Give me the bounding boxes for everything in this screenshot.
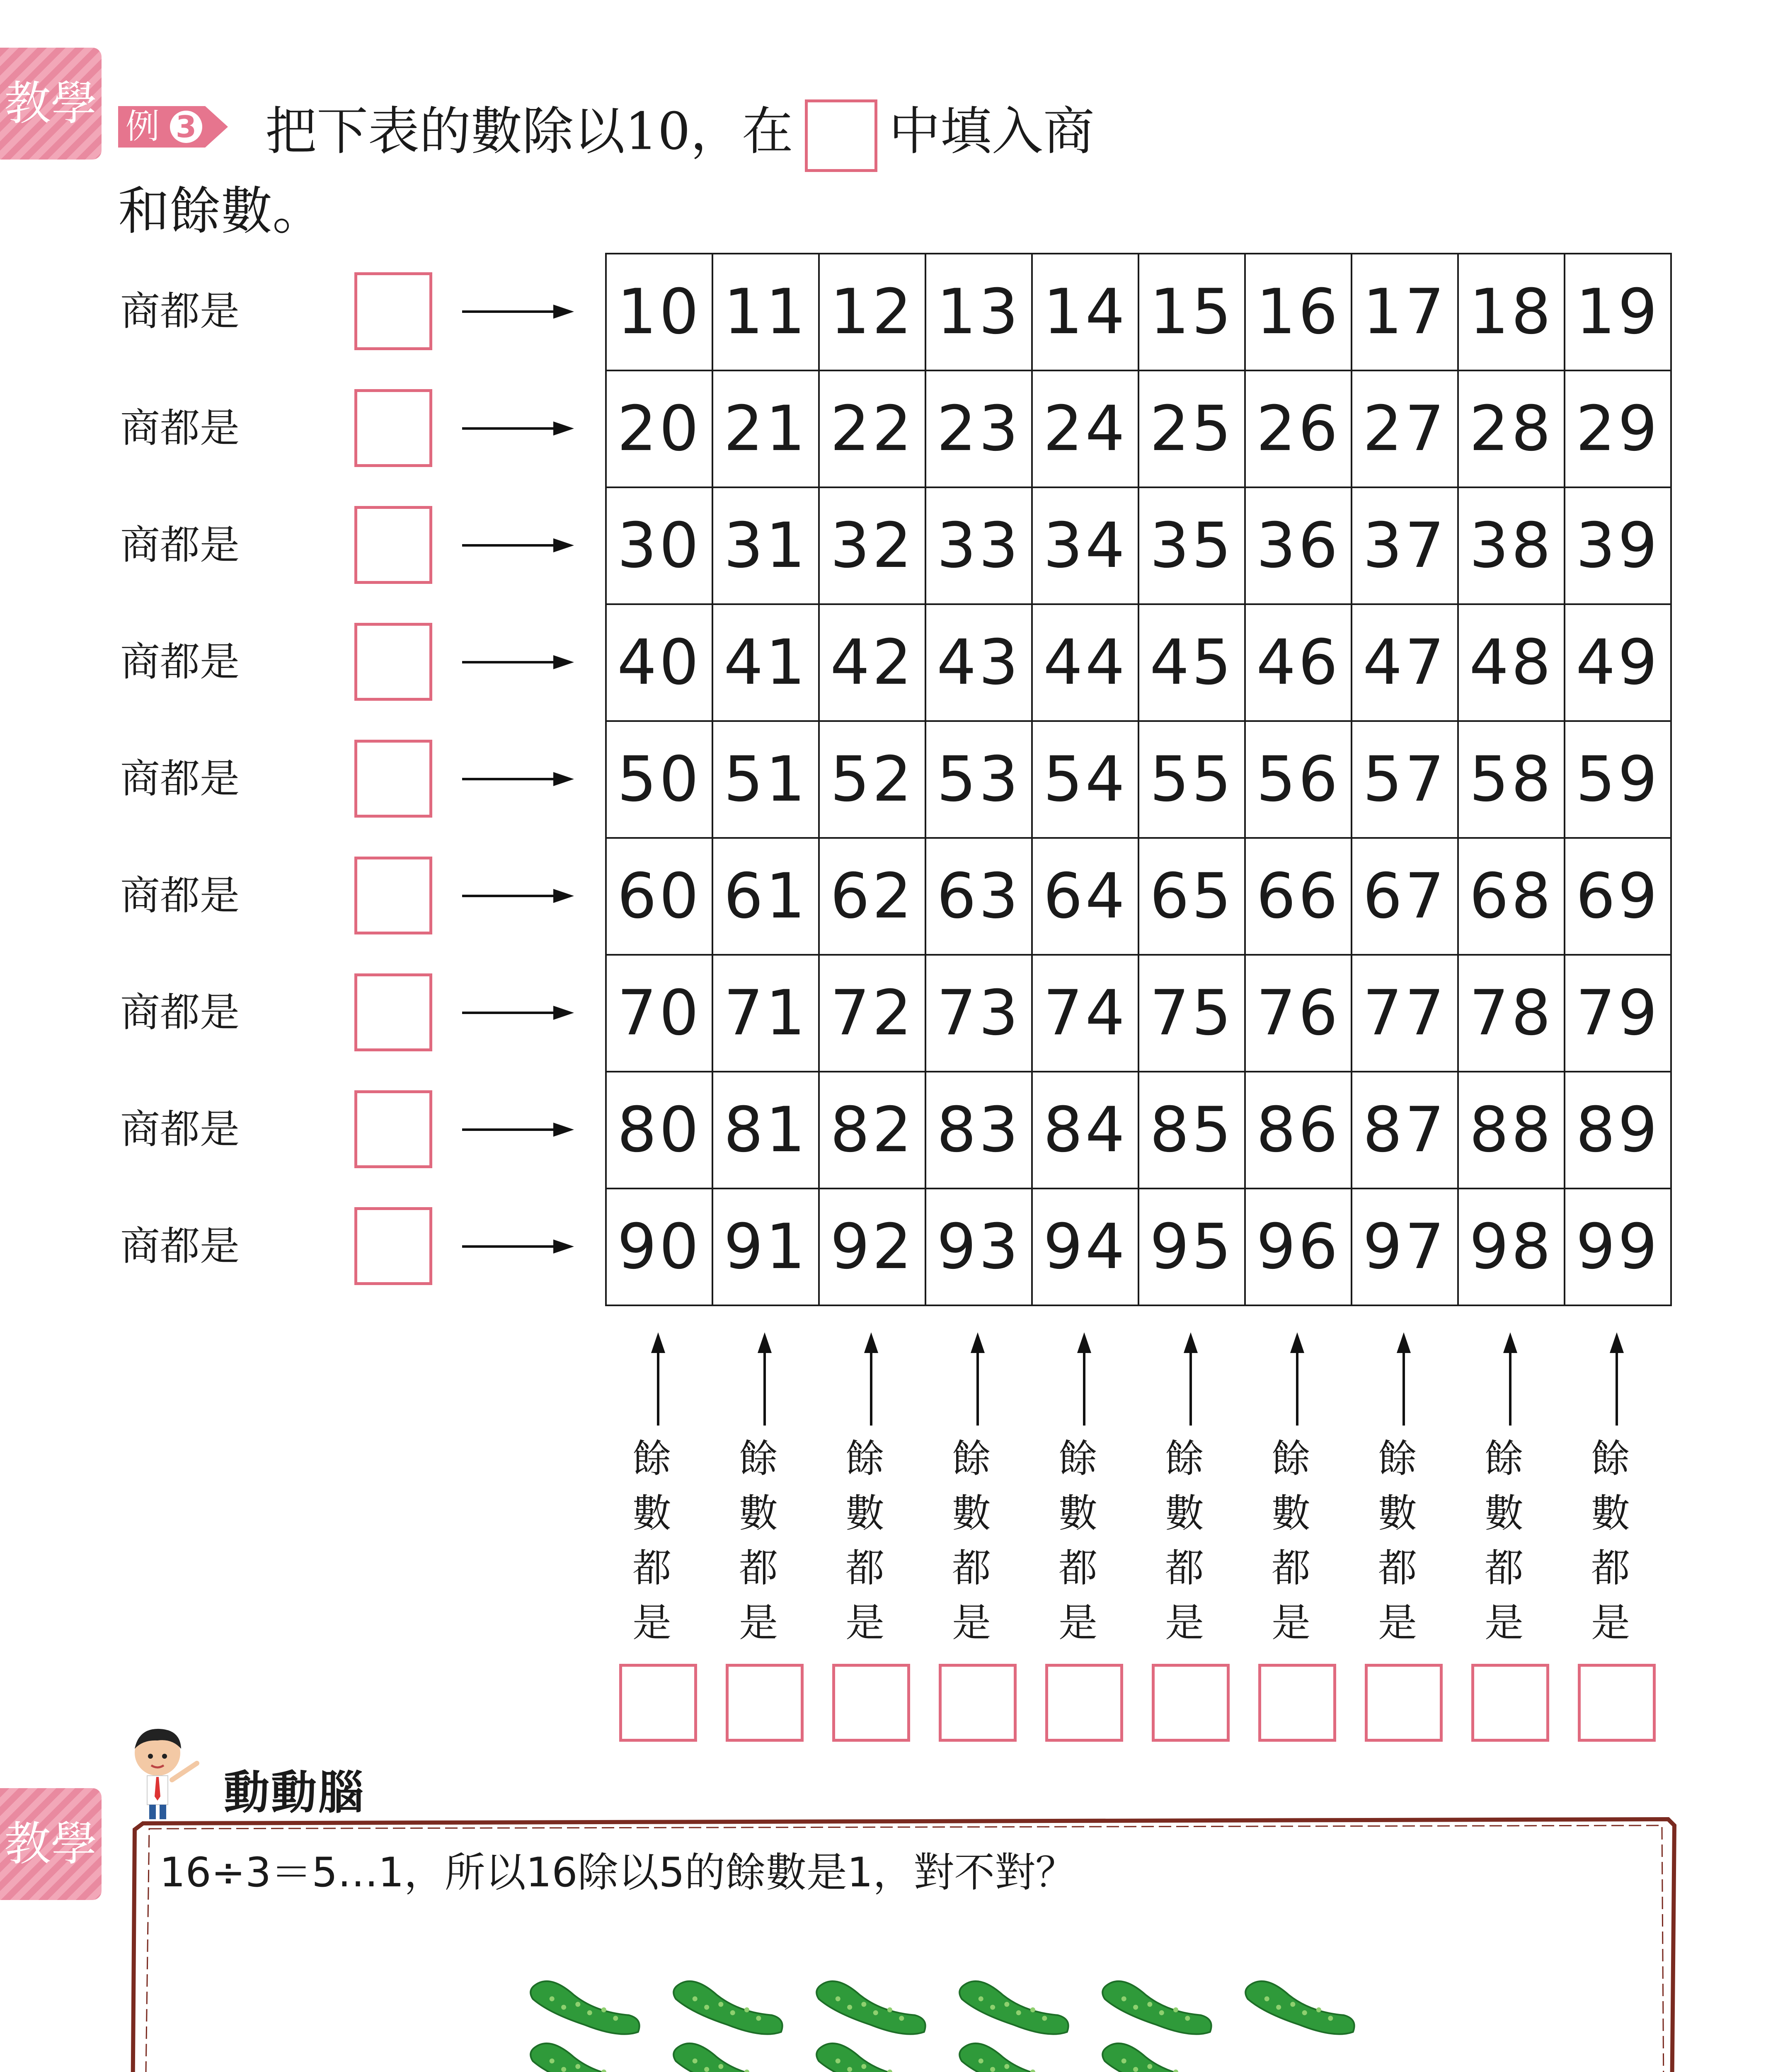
cucumber-icon: [526, 2040, 644, 2072]
table-cell: 48: [1458, 604, 1565, 721]
example-badge: [118, 103, 228, 150]
table-cell: 90: [606, 1188, 712, 1305]
table-cell: 63: [925, 838, 1032, 955]
table-cell: 44: [1032, 604, 1138, 721]
table-row: [606, 721, 1671, 838]
right-arrow-icon: [462, 893, 574, 898]
cucumber-icon: [954, 1978, 1073, 2038]
table-cell: 35: [1138, 487, 1245, 604]
remainder-label-char: 餘: [739, 1436, 778, 1481]
table-cell: 31: [712, 487, 819, 604]
table-cell: 67: [1352, 838, 1458, 955]
quotient-answer-box[interactable]: [354, 506, 432, 584]
remainder-label: [1378, 1432, 1448, 1651]
table-cell: 27: [1352, 370, 1458, 487]
remainder-label-char: 都: [1378, 1546, 1417, 1591]
table-cell: 36: [1245, 487, 1352, 604]
remainder-answer-box[interactable]: [1471, 1664, 1549, 1742]
remainder-label: [1165, 1432, 1235, 1651]
table-cell: 38: [1458, 487, 1565, 604]
remainder-label-char: 都: [1591, 1546, 1630, 1591]
remainder-label: [845, 1432, 916, 1651]
up-arrow-icon: [1076, 1332, 1092, 1426]
quotient-label: 商都是: [120, 522, 240, 568]
table-cell: 86: [1245, 1072, 1352, 1188]
table-row: [606, 370, 1671, 487]
table-row: [606, 955, 1671, 1072]
remainder-label-char: 是: [739, 1600, 778, 1646]
table-cell: 80: [606, 1072, 712, 1188]
table-cell: 51: [712, 721, 819, 838]
table-cell: 68: [1458, 838, 1565, 955]
remainder-label: [1591, 1432, 1662, 1651]
remainder-label-char: 餘: [1591, 1436, 1630, 1481]
table-cell: 29: [1565, 370, 1671, 487]
table-cell: 66: [1245, 838, 1352, 955]
remainder-answer-box[interactable]: [726, 1664, 804, 1742]
table-cell: 22: [819, 370, 925, 487]
table-cell: 88: [1458, 1072, 1565, 1188]
table-cell: 72: [819, 955, 925, 1072]
table-cell: 93: [925, 1188, 1032, 1305]
quotient-label: 商都是: [120, 872, 240, 919]
table-cell: 34: [1032, 487, 1138, 604]
table-cell: 50: [606, 721, 712, 838]
table-row: [606, 1188, 1671, 1305]
table-cell: 19: [1565, 254, 1671, 370]
quotient-answer-box[interactable]: [354, 740, 432, 818]
remainder-label-char: 數: [1272, 1491, 1311, 1536]
table-cell: 84: [1032, 1072, 1138, 1188]
table-cell: 32: [819, 487, 925, 604]
table-cell: 61: [712, 838, 819, 955]
cucumber-group: [514, 1964, 1359, 2072]
table-cell: 40: [606, 604, 712, 721]
table-cell: 73: [925, 955, 1032, 1072]
table-cell: 49: [1565, 604, 1671, 721]
table-row: [606, 604, 1671, 721]
table-cell: 76: [1245, 955, 1352, 1072]
table-cell: 23: [925, 370, 1032, 487]
remainder-label-char: 都: [1165, 1546, 1204, 1591]
table-cell: 54: [1032, 721, 1138, 838]
table-cell: 41: [712, 604, 819, 721]
cucumber-icon: [954, 2040, 1073, 2072]
remainder-label-char: 數: [1485, 1491, 1524, 1536]
remainder-label-char: 數: [1165, 1491, 1204, 1536]
remainder-answer-box[interactable]: [939, 1664, 1017, 1742]
table-cell: 56: [1245, 721, 1352, 838]
table-cell: 74: [1032, 955, 1138, 1072]
table-cell: 17: [1352, 254, 1458, 370]
example-instruction-line-1: 把下表的數除以10，在 中填入商: [265, 99, 1095, 172]
table-cell: 64: [1032, 838, 1138, 955]
remainder-label: [952, 1432, 1022, 1651]
remainder-label-char: 都: [1058, 1546, 1098, 1591]
remainder-answer-box[interactable]: [1365, 1664, 1443, 1742]
cucumber-icon: [669, 2040, 787, 2072]
table-cell: 42: [819, 604, 925, 721]
table-cell: 99: [1565, 1188, 1671, 1305]
table-cell: 62: [819, 838, 925, 955]
table-cell: 53: [925, 721, 1032, 838]
remainder-label: [739, 1432, 809, 1651]
remainder-label-char: 都: [739, 1546, 778, 1591]
table-cell: 20: [606, 370, 712, 487]
sample-answer-box: [805, 99, 877, 172]
remainder-label-char: 都: [1272, 1546, 1311, 1591]
remainder-label-char: 都: [845, 1546, 885, 1591]
remainder-label: [1272, 1432, 1342, 1651]
table-cell: 28: [1458, 370, 1565, 487]
quotient-answer-box[interactable]: [354, 973, 432, 1051]
remainder-label-char: 是: [1058, 1600, 1098, 1646]
cucumber-icon: [1097, 2040, 1216, 2072]
table-cell: 58: [1458, 721, 1565, 838]
table-cell: 96: [1245, 1188, 1352, 1305]
up-arrow-icon: [1608, 1332, 1625, 1426]
cucumber-icon: [669, 1978, 787, 2038]
brain-teaser-question: 16÷3＝5…1，所以16除以5的餘數是1，對不對？: [160, 1849, 1076, 1896]
remainder-label-char: 餘: [1485, 1436, 1524, 1481]
badge-arrow-icon: [205, 106, 228, 148]
side-tab-teach[interactable]: [0, 1788, 102, 1900]
table-cell: 65: [1138, 838, 1245, 955]
cucumber-icon: [811, 1978, 930, 2038]
table-cell: 39: [1565, 487, 1671, 604]
right-arrow-icon: [462, 309, 574, 314]
remainder-label-char: 是: [632, 1600, 672, 1646]
cucumber-icon: [1097, 1978, 1216, 2038]
table-cell: 16: [1245, 254, 1352, 370]
remainder-label-char: 是: [952, 1600, 991, 1646]
example-instruction-line-2: 和餘數。: [118, 182, 324, 241]
quotient-answer-box[interactable]: [354, 857, 432, 934]
example-badge-label: 例: [118, 106, 167, 148]
table-cell: 75: [1138, 955, 1245, 1072]
remainder-label-char: 是: [1165, 1600, 1204, 1646]
table-cell: 30: [606, 487, 712, 604]
quotient-answer-box[interactable]: [354, 1207, 432, 1285]
right-arrow-icon: [462, 1244, 574, 1249]
quotient-label: 商都是: [120, 989, 240, 1036]
table-cell: 71: [712, 955, 819, 1072]
right-arrow-icon: [462, 426, 574, 431]
remainder-label: [1485, 1432, 1555, 1651]
side-tab-label: 教學: [4, 1817, 97, 1871]
quotient-answer-box[interactable]: [354, 1090, 432, 1168]
table-cell: 10: [606, 254, 712, 370]
table-row: [606, 254, 1671, 370]
table-cell: 78: [1458, 955, 1565, 1072]
table-cell: 11: [712, 254, 819, 370]
right-arrow-icon: [462, 542, 574, 547]
remainder-label-char: 是: [1591, 1600, 1630, 1646]
table-row: [606, 1072, 1671, 1188]
table-row: [606, 487, 1671, 604]
remainder-label-char: 數: [845, 1491, 885, 1536]
table-cell: 57: [1352, 721, 1458, 838]
table-cell: 14: [1032, 254, 1138, 370]
right-arrow-icon: [462, 1010, 574, 1015]
table-cell: 37: [1352, 487, 1458, 604]
table-cell: 85: [1138, 1072, 1245, 1188]
up-arrow-icon: [1289, 1332, 1306, 1426]
table-cell: 33: [925, 487, 1032, 604]
table-cell: 69: [1565, 838, 1671, 955]
table-cell: 52: [819, 721, 925, 838]
table-row: [606, 838, 1671, 955]
remainder-answer-box[interactable]: [619, 1664, 697, 1742]
table-cell: 59: [1565, 721, 1671, 838]
remainder-label-char: 餘: [952, 1436, 991, 1481]
remainder-label-char: 餘: [1058, 1436, 1098, 1481]
table-cell: 15: [1138, 254, 1245, 370]
table-cell: 70: [606, 955, 712, 1072]
remainder-label-char: 都: [952, 1546, 991, 1591]
table-cell: 79: [1565, 955, 1671, 1072]
table-cell: 13: [925, 254, 1032, 370]
quotient-answer-box[interactable]: [354, 623, 432, 701]
remainder-answer-box[interactable]: [1152, 1664, 1230, 1742]
table-cell: 87: [1352, 1072, 1458, 1188]
cucumber-icon: [1240, 1978, 1359, 2038]
remainder-label-char: 是: [845, 1600, 885, 1646]
up-arrow-icon: [650, 1332, 666, 1426]
remainder-label-char: 是: [1378, 1600, 1417, 1646]
cucumber-icon: [811, 2040, 930, 2072]
table-cell: 47: [1352, 604, 1458, 721]
quotient-label: 商都是: [120, 639, 240, 685]
remainder-label-char: 餘: [1165, 1436, 1204, 1481]
up-arrow-icon: [1182, 1332, 1199, 1426]
remainder-label-char: 餘: [1272, 1436, 1311, 1481]
table-cell: 55: [1138, 721, 1245, 838]
table-cell: 24: [1032, 370, 1138, 487]
remainder-label-char: 數: [1378, 1491, 1417, 1536]
table-cell: 94: [1032, 1188, 1138, 1305]
remainder-label-char: 是: [1272, 1600, 1311, 1646]
table-cell: 45: [1138, 604, 1245, 721]
remainder-label-char: 數: [1591, 1491, 1630, 1536]
remainder-label-char: 都: [632, 1546, 672, 1591]
up-arrow-icon: [863, 1332, 879, 1426]
right-arrow-icon: [462, 776, 574, 781]
table-cell: 97: [1352, 1188, 1458, 1305]
remainder-answer-box[interactable]: [1045, 1664, 1123, 1742]
right-arrow-icon: [462, 659, 574, 664]
side-tab-teach[interactable]: [0, 48, 102, 160]
side-tab-label: 教學: [4, 77, 97, 131]
remainder-label-char: 餘: [845, 1436, 885, 1481]
remainder-label-char: 餘: [1378, 1436, 1417, 1481]
table-cell: 46: [1245, 604, 1352, 721]
table-cell: 18: [1458, 254, 1565, 370]
table-cell: 77: [1352, 955, 1458, 1072]
table-cell: 81: [712, 1072, 819, 1188]
remainder-label: [632, 1432, 703, 1651]
table-cell: 25: [1138, 370, 1245, 487]
quotient-label: 商都是: [120, 1106, 240, 1152]
right-arrow-icon: [462, 1127, 574, 1132]
remainder-label-char: 數: [632, 1491, 672, 1536]
table-cell: 89: [1565, 1072, 1671, 1188]
up-arrow-icon: [1502, 1332, 1519, 1426]
number-table: [605, 253, 1672, 1306]
table-cell: 21: [712, 370, 819, 487]
remainder-answer-box[interactable]: [1578, 1664, 1656, 1742]
table-cell: 26: [1245, 370, 1352, 487]
table-cell: 82: [819, 1072, 925, 1188]
up-arrow-icon: [969, 1332, 986, 1426]
quotient-answer-box[interactable]: [354, 272, 432, 350]
example-badge-number: 3: [170, 111, 202, 143]
table-cell: 83: [925, 1072, 1032, 1188]
quotient-label: 商都是: [120, 1223, 240, 1269]
remainder-label-char: 是: [1485, 1600, 1524, 1646]
up-arrow-icon: [1395, 1332, 1412, 1426]
quotient-label: 商都是: [120, 288, 240, 334]
quotient-answer-box[interactable]: [354, 389, 432, 467]
remainder-label-char: 數: [739, 1491, 778, 1536]
remainder-label-char: 數: [1058, 1491, 1098, 1536]
quotient-label: 商都是: [120, 755, 240, 802]
remainder-label-char: 數: [952, 1491, 991, 1536]
table-cell: 95: [1138, 1188, 1245, 1305]
table-cell: 98: [1458, 1188, 1565, 1305]
remainder-answer-box[interactable]: [1258, 1664, 1336, 1742]
table-cell: 92: [819, 1188, 925, 1305]
table-cell: 91: [712, 1188, 819, 1305]
cucumber-icon: [526, 1978, 644, 2038]
remainder-label-char: 餘: [632, 1436, 672, 1481]
table-cell: 12: [819, 254, 925, 370]
remainder-label: [1058, 1432, 1129, 1651]
table-cell: 60: [606, 838, 712, 955]
remainder-label-char: 都: [1485, 1546, 1524, 1591]
quotient-label: 商都是: [120, 405, 240, 451]
table-cell: 43: [925, 604, 1032, 721]
boy-mascot-icon: [126, 1724, 205, 1819]
brain-teaser-title: 動動腦: [224, 1766, 366, 1819]
remainder-answer-box[interactable]: [832, 1664, 910, 1742]
up-arrow-icon: [756, 1332, 773, 1426]
